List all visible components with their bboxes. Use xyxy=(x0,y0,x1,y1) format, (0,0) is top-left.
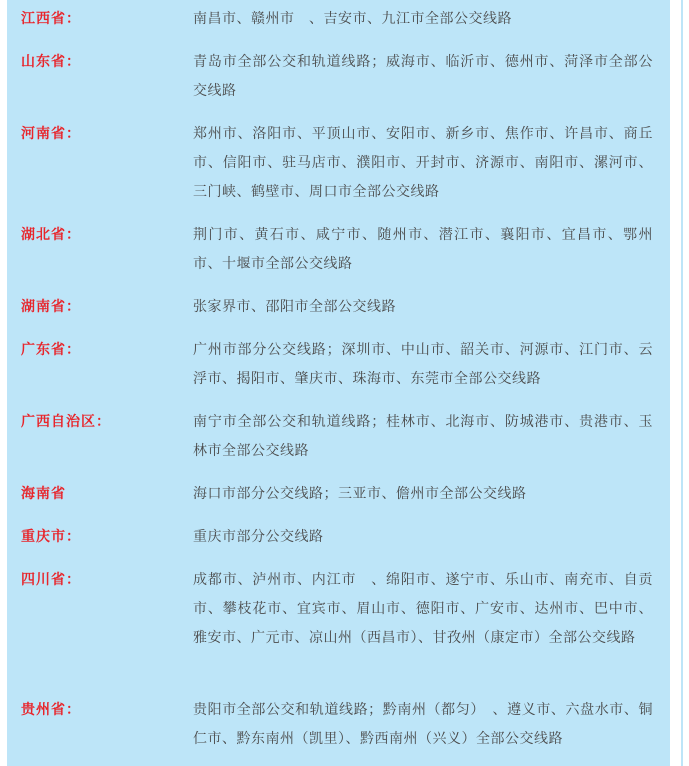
province-name: 贵州省： xyxy=(21,702,81,718)
province-name: 重庆市： xyxy=(21,529,81,545)
city-list: 重庆市部分公交线路 xyxy=(193,529,324,545)
province-name: 河南省： xyxy=(21,126,81,142)
city-list: 荆门市、黄石市、咸宁市、随州市、潜江市、襄阳市、宜昌市、鄂州市、十堰市全部公交线路 xyxy=(193,227,653,272)
transit-coverage-panel xyxy=(7,0,670,766)
city-list: 成都市、泸州市、内江市 、绵阳市、遂宁市、乐山市、南充市、自贡市、攀枝花市、宜宾市、眉山市、德阳市、广安市、达州市、巴中市、雅安市、广元市、凉山州（西昌市）、甘孜州（康定市）全部公交线路 xyxy=(193,572,653,646)
province-name: 海南省 xyxy=(21,486,66,502)
province-name: 湖南省： xyxy=(21,299,81,315)
province-name: 广西自治区： xyxy=(21,414,111,430)
city-list: 青岛市全部公交和轨道线路；威海市、临沂市、德州市、菏泽市全部公交线路 xyxy=(193,54,653,99)
city-list: 南昌市、赣州市 、吉安市、九江市全部公交线路 xyxy=(193,11,512,27)
city-list: 海口市部分公交线路；三亚市、儋州市全部公交线路 xyxy=(193,486,527,502)
province-name: 江西省： xyxy=(21,11,81,27)
right-edge-divider xyxy=(681,0,683,766)
city-list: 郑州市、洛阳市、平顶山市、安阳市、新乡市、焦作市、许昌市、商丘市、信阳市、驻马店市、濮阳市、开封市、济源市、南阳市、漯河市、三门峡、鹤壁市、周口市全部公交线路 xyxy=(193,126,653,200)
province-name: 四川省： xyxy=(21,572,81,588)
city-list: 张家界市、邵阳市全部公交线路 xyxy=(193,299,396,315)
city-list: 贵阳市全部公交和轨道线路；黔南州（都匀） 、遵义市、六盘水市、铜仁市、黔东南州（凯里）、黔西南州（兴义）全部公交线路 xyxy=(193,702,653,747)
province-name: 山东省： xyxy=(21,54,81,70)
city-list: 广州市部分公交线路；深圳市、中山市、韶关市、河源市、江门市、云浮市、揭阳市、肇庆市、珠海市、东莞市全部公交线路 xyxy=(193,342,653,387)
province-name: 广东省： xyxy=(21,342,81,358)
city-list: 南宁市全部公交和轨道线路；桂林市、北海市、防城港市、贵港市、玉林市全部公交线路 xyxy=(193,414,653,459)
province-name: 湖北省： xyxy=(21,227,81,243)
